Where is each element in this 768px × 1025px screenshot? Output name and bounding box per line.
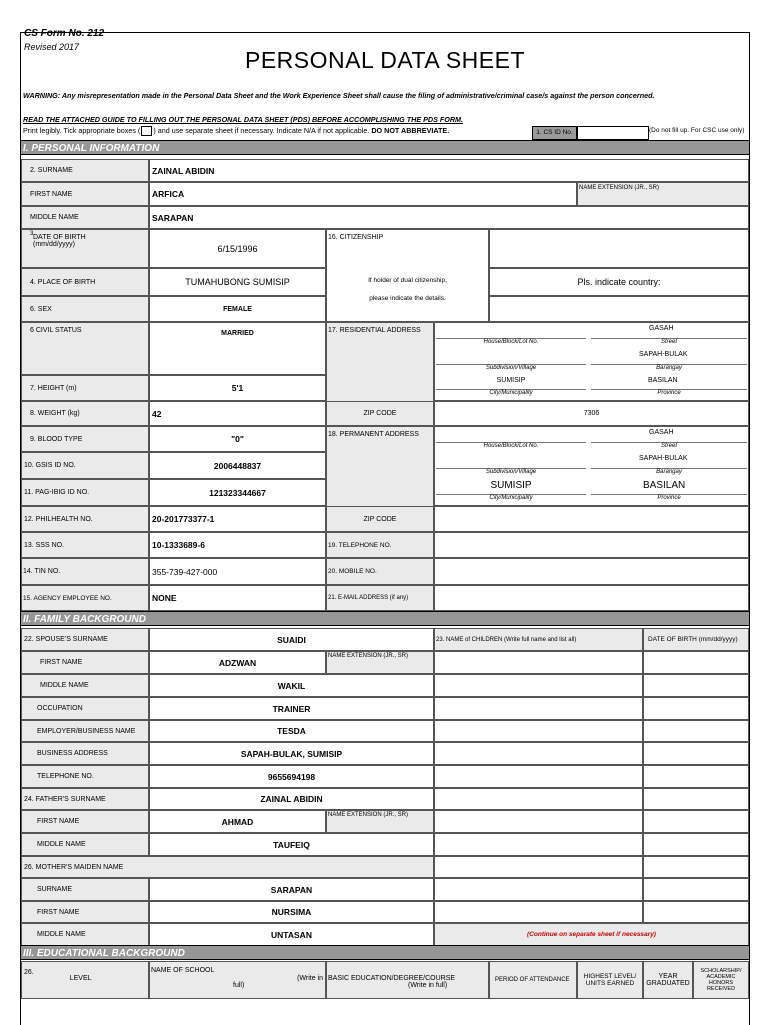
weight-field[interactable]: 42 xyxy=(149,401,326,426)
pds-sheet xyxy=(20,28,750,1025)
citizenship-label: 16. CITIZENSHIP xyxy=(326,229,489,322)
perm-subdivision-caption: Subdivision/Village xyxy=(436,468,586,475)
pagibig-label: 11. PAG-IBIG ID NO. xyxy=(21,479,149,506)
mother-maiden-name-label: 26. MOTHER'S MAIDEN NAME xyxy=(21,856,434,878)
section-personal-information: I. PERSONAL INFORMATION xyxy=(21,140,749,155)
highest-level-header: HIGHEST LEVEL/ UNITS EARNED xyxy=(577,961,643,999)
course-header xyxy=(326,961,489,999)
mother-surname-field[interactable]: SARAPAN xyxy=(149,878,434,901)
continue-note xyxy=(434,923,749,946)
place-of-birth-field[interactable]: TUMAHUBONG SUMISIP xyxy=(149,268,326,296)
date-of-birth-field[interactable]: 6/15/1996 xyxy=(149,229,326,268)
spouse-first-name-label: FIRST NAME xyxy=(21,651,149,674)
philhealth-label: 12. PHILHEALTH NO. xyxy=(21,506,149,532)
spouse-surname-label: 22. SPOUSE'S SURNAME xyxy=(21,628,149,651)
page-title: PERSONAL DATA SHEET xyxy=(244,47,526,73)
father-middle-name-label: MIDDLE NAME xyxy=(21,833,149,856)
children-dob-label: DATE OF BIRTH (mm/dd/yyyy) xyxy=(643,628,749,651)
citizenship-field[interactable] xyxy=(489,229,749,268)
mobile-label: 20. MOBILE NO. xyxy=(326,558,434,585)
pagibig-field[interactable]: 121323344667 xyxy=(149,479,326,506)
civil-status-label: 6 CIVIL STATUS xyxy=(21,322,149,375)
height-label: 7. HEIGHT (m) xyxy=(21,375,149,401)
cs-id-label: 1. CS ID No. xyxy=(532,126,577,140)
mother-first-name-label: FIRST NAME xyxy=(21,901,149,923)
agency-employee-field[interactable]: NONE xyxy=(149,585,326,611)
child-dob-field[interactable] xyxy=(643,674,749,697)
child-name-field[interactable] xyxy=(434,810,643,833)
children-label: 23. NAME of CHILDREN (Write full name and list all) xyxy=(434,628,643,651)
spouse-surname-field[interactable]: SUAIDI xyxy=(149,628,434,651)
school-name-label: NAME OF SCHOOL xyxy=(151,967,215,974)
country-field[interactable]: Pls. indicate country: xyxy=(489,268,749,296)
dual-citizenship-details-field[interactable] xyxy=(489,296,749,322)
dob-label-text: DATE OF BIRTH xyxy=(33,234,86,241)
date-of-birth-label xyxy=(21,229,149,268)
child-name-field[interactable] xyxy=(434,856,643,878)
child-dob-field[interactable] xyxy=(643,697,749,720)
business-address-field[interactable]: SAPAH-BULAK, SUMISIP xyxy=(149,742,434,765)
education-num: 26. xyxy=(24,969,34,976)
child-name-field[interactable] xyxy=(434,901,643,923)
child-name-field[interactable] xyxy=(434,765,643,788)
res-barangay-value[interactable]: SAPAH-BULAK xyxy=(639,351,688,358)
mother-first-name-field[interactable]: NURSIMA xyxy=(149,901,434,923)
perm-street-value[interactable]: GASAH xyxy=(649,429,674,436)
sex-label: 6. SEX xyxy=(21,296,149,322)
tin-field[interactable]: 355-739-427-000 xyxy=(149,558,326,585)
school-note-b: full) xyxy=(233,982,245,989)
school-name-header xyxy=(149,961,326,999)
child-dob-field[interactable] xyxy=(643,765,749,788)
surname-field[interactable]: ZAINAL ABIDIN xyxy=(149,159,749,182)
perm-house-caption: House/Block/Lot No. xyxy=(436,442,586,449)
mobile-field[interactable] xyxy=(434,558,749,585)
height-field[interactable]: 5'1 xyxy=(149,375,326,401)
school-note-a: (Write in xyxy=(297,975,323,982)
child-dob-field[interactable] xyxy=(643,901,749,923)
guide-text: READ THE ATTACHED GUIDE TO FILLING OUT THE PERSONAL DATA SHEET (PDS) BEFORE ACCOMPLISHING THE PDS FORM. xyxy=(23,115,464,124)
section-educational-background: III. EDUCATIONAL BACKGROUND xyxy=(21,945,749,960)
child-dob-field[interactable] xyxy=(643,742,749,765)
child-dob-field[interactable] xyxy=(643,833,749,856)
first-name-field[interactable]: ARFICA xyxy=(149,182,577,206)
scholarship-header: SCHOLARSHIP/ ACADEMIC HONORS RECEIVED xyxy=(693,961,749,999)
dob-format: (mm/dd/yyyy) xyxy=(33,241,75,248)
year-graduated-header: YEAR GRADUATED xyxy=(643,961,693,999)
child-dob-field[interactable] xyxy=(643,810,749,833)
child-name-field[interactable] xyxy=(434,878,643,901)
employer-field[interactable]: TESDA xyxy=(149,720,434,742)
sss-label: 13. SSS NO. xyxy=(21,532,149,558)
res-house-caption: House/Block/Lot No. xyxy=(436,338,586,345)
res-street-caption: Street xyxy=(591,338,747,345)
child-name-field[interactable] xyxy=(434,742,643,765)
weight-label: 8. WEIGHT (kg) xyxy=(21,401,149,426)
spouse-telephone-label: TELEPHONE NO. xyxy=(21,765,149,788)
occupation-label: OCCUPATION xyxy=(21,697,149,720)
child-dob-field[interactable] xyxy=(643,878,749,901)
spouse-middle-name-field[interactable]: WAKIL xyxy=(149,674,434,697)
first-name-label: FIRST NAME xyxy=(21,182,149,206)
tin-label: 14. TIN NO. xyxy=(21,558,149,585)
res-zip-label: ZIP CODE xyxy=(326,401,434,426)
child-name-field[interactable] xyxy=(434,697,643,720)
child-name-field[interactable] xyxy=(434,788,643,810)
gsis-label: 10. GSIS ID NO. xyxy=(21,452,149,479)
child-name-field[interactable] xyxy=(434,674,643,697)
email-field[interactable] xyxy=(434,585,749,611)
cs-id-field[interactable] xyxy=(577,126,649,140)
perm-province-value[interactable]: BASILAN xyxy=(643,480,686,491)
child-dob-field[interactable] xyxy=(643,788,749,810)
continue-note-text: (Continue on separate sheet if necessary) xyxy=(527,931,656,938)
perm-province-caption: Province xyxy=(591,494,747,501)
father-first-name-label: FIRST NAME xyxy=(21,810,149,833)
print-text-a: Print legibly. Tick appropriate boxes ( xyxy=(23,126,141,135)
name-extension-label[interactable]: NAME EXTENSION (JR., SR) xyxy=(577,182,749,206)
sss-field[interactable]: 10-1333689-6 xyxy=(149,532,326,558)
father-first-name-field[interactable]: AHMAD xyxy=(149,810,326,833)
tick-box-sample xyxy=(141,126,152,136)
dual-citizenship-note-b: please indicate the details. xyxy=(369,295,446,302)
perm-barangay-caption: Barangay xyxy=(591,468,747,475)
res-city-caption: City/Municipality xyxy=(436,389,586,396)
father-name-extension[interactable]: NAME EXTENSION (JR., SR) xyxy=(326,810,434,833)
education-level-label: LEVEL xyxy=(69,975,92,982)
middle-name-field[interactable]: SARAPAN xyxy=(149,206,749,229)
res-street-value[interactable]: GASAH xyxy=(649,325,674,332)
mother-middle-name-label: MIDDLE NAME xyxy=(21,923,149,946)
blood-type-label: 9. BLOOD TYPE xyxy=(21,426,149,452)
father-surname-field[interactable]: ZAINAL ABIDIN xyxy=(149,788,434,810)
print-instructions xyxy=(23,126,449,136)
father-middle-name-field[interactable]: TAUFEIQ xyxy=(149,833,434,856)
blood-type-field[interactable]: "0" xyxy=(149,426,326,452)
child-dob-field[interactable] xyxy=(643,651,749,674)
email-label: 21. E-MAIL ADDRESS (if any) xyxy=(326,585,434,611)
spouse-telephone-field[interactable]: 9655694198 xyxy=(149,765,434,788)
period-header: PERIOD OF ATTENDANCE xyxy=(489,961,577,999)
warning-text: WARNING: Any misrepresentation made in the Personal Data Sheet and the Work Experience Sheet shall cause the filing of administrative/criminal case/s against the person concerned. xyxy=(23,91,655,100)
occupation-field[interactable]: TRAINER xyxy=(149,697,434,720)
mother-surname-label: SURNAME xyxy=(21,878,149,901)
print-text-b: ) and use separate sheet if necessary. Indicate N/A if not applicable. xyxy=(153,126,370,135)
child-name-field[interactable] xyxy=(434,833,643,856)
spouse-first-name-field[interactable]: ADZWAN xyxy=(149,651,326,674)
perm-barangay-value[interactable]: SAPAH-BULAK xyxy=(639,455,688,462)
civil-status-field[interactable]: MARRIED xyxy=(149,322,326,375)
dob-number: 3. xyxy=(30,231,36,237)
perm-city-caption: City/Municipality xyxy=(436,494,586,501)
course-label: BASIC EDUCATION/DEGREE/COURSE xyxy=(328,975,456,982)
perm-city-value[interactable]: SUMISIP xyxy=(490,480,532,491)
telephone-label: 19. TELEPHONE NO. xyxy=(326,532,434,558)
telephone-field[interactable] xyxy=(434,532,749,558)
child-dob-field[interactable] xyxy=(643,720,749,742)
res-barangay-caption: Barangay xyxy=(591,364,747,371)
gsis-field[interactable]: 2006448837 xyxy=(149,452,326,479)
cs-id-note: (Do not fill up. For CSC use only) xyxy=(649,127,745,134)
spouse-name-extension[interactable]: NAME EXTENSION (JR., SR) xyxy=(326,651,434,674)
sex-field[interactable]: FEMALE xyxy=(149,296,326,322)
form-revision: Revised 2017 xyxy=(24,42,80,52)
surname-label: 2. SURNAME xyxy=(21,159,149,182)
course-note: (Write in full) xyxy=(408,982,448,989)
res-subdivision-caption: Subdivision/Village xyxy=(436,364,586,371)
residential-address-label: 17. RESIDENTIAL ADDRESS xyxy=(326,322,434,426)
res-city-value[interactable]: SUMISIP xyxy=(496,377,526,384)
employer-label: EMPLOYER/BUSINESS NAME xyxy=(21,720,149,742)
res-province-value[interactable]: BASILAN xyxy=(648,377,678,384)
agency-employee-label: 15. AGENCY EMPLOYEE NO. xyxy=(21,585,149,611)
spouse-middle-name-label: MIDDLE NAME xyxy=(21,674,149,697)
form-number: CS Form No. 212 xyxy=(24,28,105,39)
section-family-background: II. FAMILY BACKGROUND xyxy=(21,611,749,626)
dual-citizenship-note-a: If holder of dual citizenship, xyxy=(368,277,447,284)
middle-name-label: MIDDLE NAME xyxy=(21,206,149,229)
child-name-field[interactable] xyxy=(434,720,643,742)
res-province-caption: Province xyxy=(591,389,747,396)
child-dob-field[interactable] xyxy=(643,856,749,878)
res-zip-field[interactable]: 7306 xyxy=(434,401,749,426)
child-name-field[interactable] xyxy=(434,651,643,674)
education-number-label xyxy=(21,961,149,999)
father-surname-label: 24. FATHER'S SURNAME xyxy=(21,788,149,810)
business-address-label: BUSINESS ADDRESS xyxy=(21,742,149,765)
perm-zip-label: ZIP CODE xyxy=(326,506,434,532)
perm-zip-field[interactable] xyxy=(434,506,749,532)
permanent-address-label: 18. PERMANENT ADDRESS xyxy=(326,426,434,532)
print-text-c: DO NOT ABBREVIATE. xyxy=(371,126,450,135)
perm-street-caption: Street xyxy=(591,442,747,449)
philhealth-field[interactable]: 20-201773377-1 xyxy=(149,506,326,532)
mother-middle-name-field[interactable]: UNTASAN xyxy=(149,923,434,946)
place-of-birth-label: 4. PLACE OF BIRTH xyxy=(21,268,149,296)
